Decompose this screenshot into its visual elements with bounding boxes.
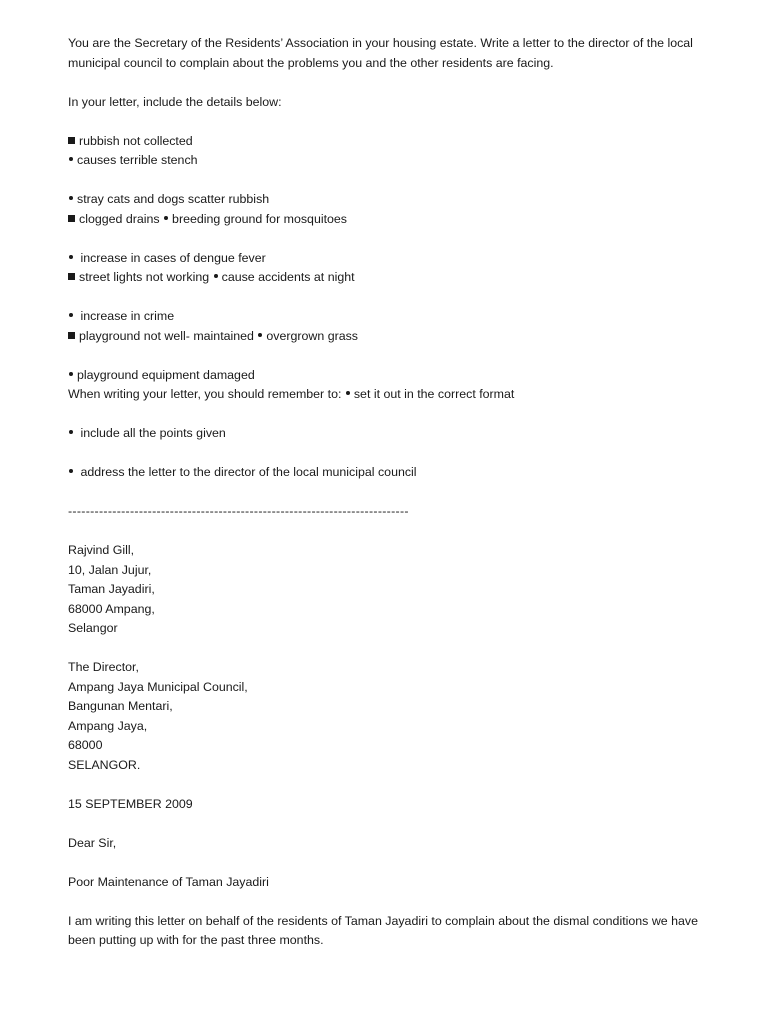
spacer xyxy=(68,444,708,464)
detail-text: causes terrible stench xyxy=(77,153,198,167)
separator-line: ----------------------------------------------------------------------------- xyxy=(68,504,409,518)
spacer xyxy=(68,814,708,834)
square-bullet-icon xyxy=(68,137,75,144)
square-bullet-icon xyxy=(68,273,75,280)
spacer xyxy=(68,171,708,191)
remember-text: set it out in the correct format xyxy=(353,387,515,401)
sender-street: 10, Jalan Jujur, xyxy=(68,562,152,577)
detail-text: increase in cases of dengue fever xyxy=(80,250,266,265)
round-bullet-icon xyxy=(346,391,350,395)
recipient-city: Ampang Jaya, xyxy=(68,718,148,733)
spacer xyxy=(68,892,708,912)
round-bullet-icon xyxy=(214,274,218,278)
recipient-building: Bangunan Mentari, xyxy=(68,699,173,713)
recipient-state: SELANGOR. xyxy=(68,757,141,772)
round-bullet-icon xyxy=(69,255,73,259)
remember-text: include all the points given xyxy=(80,426,226,440)
letter-subject: Poor Maintenance of Taman Jayadiri xyxy=(68,874,269,889)
remember-text: address the letter to the director of the local municipal council xyxy=(80,465,417,479)
spacer xyxy=(68,853,708,873)
salutation: Dear Sir, xyxy=(68,835,117,850)
round-bullet-icon xyxy=(69,469,73,473)
sender-state: Selangor xyxy=(68,621,118,635)
include-heading: In your letter, include the details below: xyxy=(68,94,282,109)
round-bullet-icon xyxy=(69,372,73,376)
detail-text: playground equipment damaged xyxy=(77,367,255,382)
remember-item xyxy=(68,463,708,483)
task-paragraph: You are the Secretary of the Residents’ Association in your housing estate. Write a letter to the director of the local municipal council to complain about the problems you and the other residents are facing. xyxy=(68,36,693,70)
spacer xyxy=(68,483,708,503)
spacer xyxy=(68,229,708,249)
detail-item xyxy=(68,366,708,386)
detail-text: breeding ground for mosquitoes xyxy=(172,211,348,226)
spacer xyxy=(68,639,708,659)
detail-text: playground not well- maintained xyxy=(79,328,254,343)
detail-text: overgrown grass xyxy=(266,328,358,343)
square-bullet-icon xyxy=(68,215,75,222)
recipient-postcode: 68000 xyxy=(68,738,103,752)
sender-area: Taman Jayadiri, xyxy=(68,582,155,596)
sender-address xyxy=(68,541,708,639)
round-bullet-icon xyxy=(164,216,168,220)
letter-date: 15 SEPTEMBER 2009 xyxy=(68,796,193,811)
round-bullet-icon xyxy=(69,196,73,200)
sender-postcode-city: 68000 Ampang, xyxy=(68,601,155,616)
detail-item xyxy=(68,268,708,288)
detail-item xyxy=(68,132,708,152)
detail-item xyxy=(68,307,708,327)
detail-item xyxy=(68,210,708,230)
remember-item xyxy=(68,424,708,444)
spacer xyxy=(68,775,708,795)
detail-text: increase in crime xyxy=(80,309,175,323)
spacer xyxy=(68,73,708,93)
remember-heading: When writing your letter, you should remember to: xyxy=(68,387,342,401)
detail-item xyxy=(68,249,708,269)
recipient-address xyxy=(68,658,708,775)
detail-text: clogged drains xyxy=(79,211,160,226)
recipient-title: The Director, xyxy=(68,660,139,674)
spacer xyxy=(68,405,708,425)
spacer xyxy=(68,112,708,132)
sender-name: Rajvind Gill, xyxy=(68,543,135,557)
detail-item xyxy=(68,190,708,210)
detail-text: rubbish not collected xyxy=(79,133,193,148)
detail-text: stray cats and dogs scatter rubbish xyxy=(77,192,270,206)
remember-line xyxy=(68,385,708,405)
square-bullet-icon xyxy=(68,332,75,339)
spacer xyxy=(68,346,708,366)
round-bullet-icon xyxy=(69,430,73,434)
round-bullet-icon xyxy=(69,313,73,317)
round-bullet-icon xyxy=(69,157,73,161)
detail-item xyxy=(68,151,708,171)
document-page xyxy=(68,34,708,951)
detail-item xyxy=(68,327,708,347)
spacer xyxy=(68,522,708,542)
detail-text: cause accidents at night xyxy=(221,270,355,284)
detail-text: street lights not working xyxy=(79,270,210,284)
recipient-org: Ampang Jaya Municipal Council, xyxy=(68,679,248,694)
round-bullet-icon xyxy=(258,333,262,337)
spacer xyxy=(68,288,708,308)
body-paragraph: I am writing this letter on behalf of the residents of Taman Jayadiri to complain about the dismal conditions we have been putting up with for the past three months. xyxy=(68,913,698,947)
